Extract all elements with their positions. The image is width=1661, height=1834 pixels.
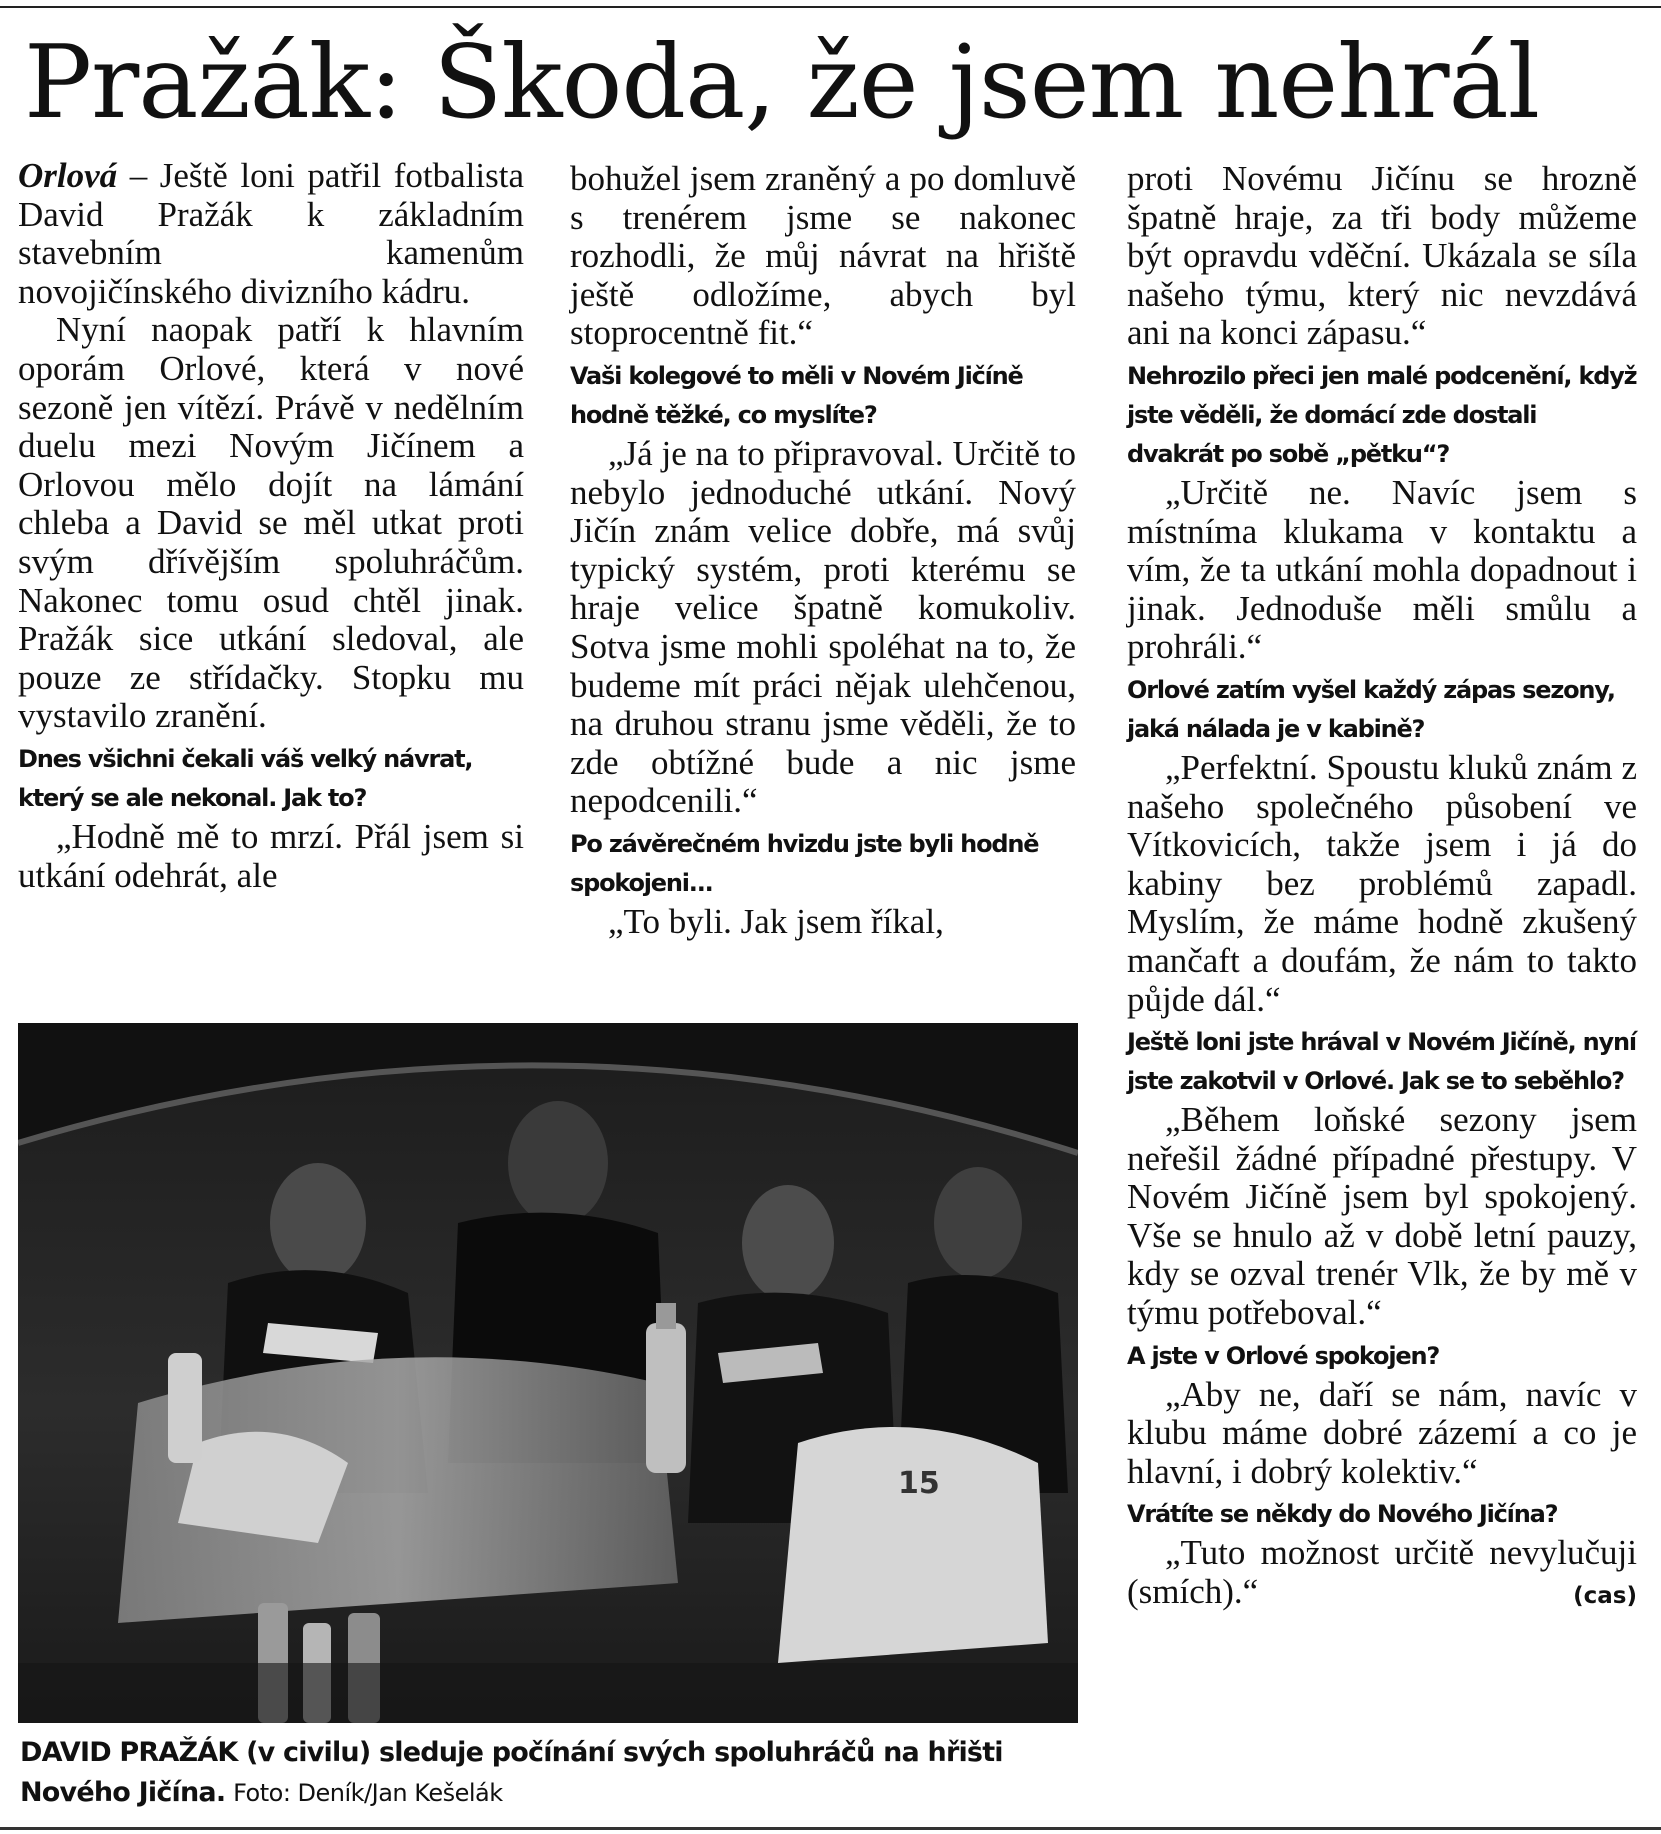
interview-answer: „Perfektní. Spoustu kluků znám z našeho společného působení ve Vítkovicích, takže jsem i já do kabiny bez problémů zapadl. Myslím, že máme hodně zkušený mančaft a doufám, že nám to takto půjde dál.“ — [1127, 747, 1637, 1019]
interview-answer — [1127, 1534, 1637, 1611]
headline: Pražák: Škoda, že jsem nehrál — [24, 23, 1540, 141]
top-rule — [0, 6, 1661, 8]
interview-question: Vaši kolegové to měli v Novém Jičíně hodně těžké, co myslíte? — [570, 361, 1023, 429]
interview-question: Orlové zatím vyšel každý zápas sezony, jaká nálada je v kabině? — [1127, 675, 1615, 743]
interview-answer: proti Novému Jičínu se hrozně špatně hraje, za tři body můžeme být opravdu vděční. Ukázala se síla našeho týmu, který nic nevzdává ani na konci zápasu.“ — [1127, 159, 1637, 353]
interview-question: Dnes všichni čekali váš velký návrat, který se ale nekonal. Jak to? — [18, 744, 473, 812]
caption-text: DAVID PRAŽÁK (v civilu) sleduje počínání svých spoluhráčů na hřišti Nového Jičína. — [20, 1737, 1003, 1808]
body-paragraph: Nyní naopak patří k hlavním oporám Orlové, která v nové sezoně jen vítězí. Právě v nedělním duelu mezi Novým Jičínem a Orlovou mělo dojít na lámání chleba a David se měl utkat proti svým dřívějším spoluhráčům. Nakonec tomu osud chtěl jinak. Pražák sice utkání sledoval, ale pouze ze střídačky. Stopku mu vystavilo zranění. — [18, 310, 524, 736]
interview-answer: bohužel jsem zraněný a po domluvě s trenérem jsme se nakonec rozhodli, že můj návrat na hřiště ještě odložíme, abych byl stoprocentně fit.“ — [570, 159, 1076, 353]
photo-credit: Foto: Deník/Jan Kešelák — [233, 1779, 503, 1807]
interview-question: Po závěrečném hvizdu jste byli hodně spokojeni... — [570, 829, 1039, 897]
interview-question: Ještě loni jste hrával v Novém Jičíně, nyní jste zakotvil v Orlové. Jak se to seběhlo? — [1127, 1028, 1636, 1096]
interview-answer: „Já je na to připravoval. Určitě to nebylo jednoduché utkání. Nový Jičín znám velice dobře, má svůj typický systém, proti kterému se hraje velice špatně komukoliv. Sotva jsme mohli spoléhat na to, že budeme mít práci nějak ulehčenou, na druhou stranu jsme věděli, že to zde obtížné bude a nic jsme nepodcenili.“ — [570, 433, 1076, 821]
article-photo — [18, 1023, 1078, 1723]
interview-answer: „Během loňské sezony jsem neřešil žádné případné přestupy. V Novém Jičíně jsem byl spokojený. Vše se hnulo až v době letní pauzy, kdy se ozval trenér Vlk, že by mě v týmu potřeboval.“ — [1127, 1100, 1637, 1333]
interview-answer: „Určitě ne. Navíc jsem s místníma klukama v kontaktu a vím, že ta utkání mohla dopadnout i jinak. Jednoduše měli smůlu a prohráli.“ — [1127, 472, 1637, 667]
article-column-3 — [1127, 160, 1637, 1616]
photo-illustration — [18, 1023, 1078, 1723]
interview-question: Nehrozilo přeci jen malé podcenění, když jste věděli, že domácí zde dostali dvakrát po sobě „pětku“? — [1127, 361, 1637, 468]
lead-text: – Ještě loni patřil fotbalista David Pražák k základním stavebním kamenům novojičínského divizního kádru. — [18, 156, 524, 311]
interview-question: A jste v Orlové spokojen? — [1127, 1341, 1440, 1370]
article-column-2 — [570, 160, 1076, 942]
bottom-rule — [0, 1827, 1661, 1830]
interview-answer: „Aby ne, daří se nám, navíc v klubu máme dobré zázemí a co je hlavní, i dobrý kolektiv.“ — [1127, 1374, 1637, 1491]
photo-caption — [20, 1733, 1090, 1813]
interview-answer: „To byli. Jak jsem říkal, — [608, 901, 944, 941]
dateline-place: Orlová — [18, 156, 118, 195]
article-column-1 — [18, 157, 524, 895]
author-signature: (cas) — [1573, 1583, 1637, 1610]
lead-paragraph — [18, 157, 524, 311]
shirt-number: 15 — [898, 1466, 940, 1501]
final-answer: „Tuto možnost určitě nevylučuji (smích).“ — [1127, 1533, 1637, 1612]
interview-question: Vrátíte se někdy do Nového Jičína? — [1127, 1500, 1558, 1529]
interview-answer: „Hodně mě to mrzí. Přál jsem si utkání odehrát, ale — [18, 816, 524, 895]
